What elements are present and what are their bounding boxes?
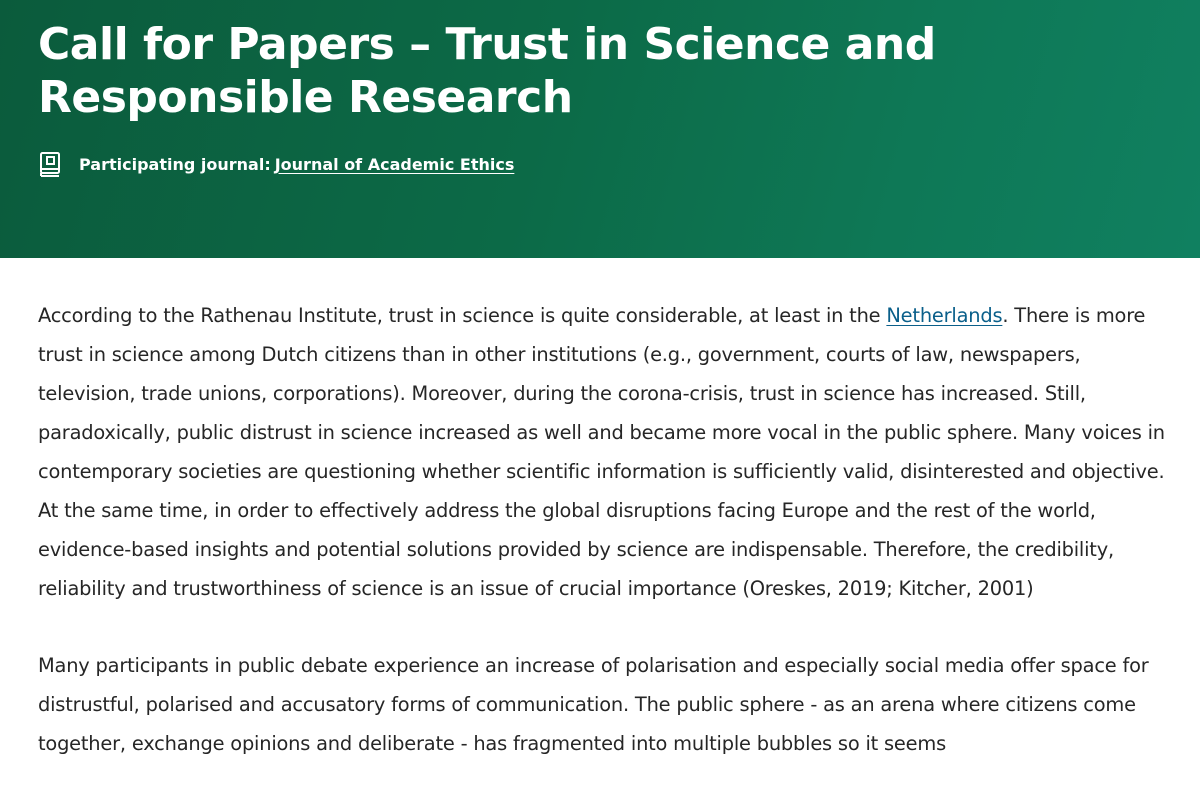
netherlands-link[interactable]: Netherlands [886,304,1003,327]
paragraph-polarisation: Many participants in public debate experience an increase of polarisation and especially social media offer space for distrustful, polarised and accusatory forms of communication. The public sphere - as an arena where citizens come together, exchange opinions and deliberate - has fragmented into multiple bubbles so it seems [38,654,1149,755]
paragraph-intro-text-end: . There is more trust in science among Dutch citizens than in other institutions (e.g., government, courts of law, newspapers, television, trade unions, corporations). Moreover, during the corona-crisis, trust in science has increased. Still, paradoxically, public distrust in science increased as well and became more vocal in the public sphere. Many voices in contemporary societies are questioning whether scientific information is sufficiently valid, disinterested and objective. At the same time, in order to effectively address the global disruptions facing Europe and the rest of the world, evidence-based insights and potential solutions provided by science are indispensable. Therefore, the credibility, reliability and trustworthiness of science is an issue of crucial importance (Oreskes, 2019; Kitcher, 2001) [38,304,1165,600]
article-body [38,296,1168,801]
paragraph-intro-text-start: According to the Rathenau Institute, trust in science is quite considerable, at least in the [38,304,887,327]
book-icon [38,151,62,177]
paragraph-intro [38,296,1168,608]
participating-journal [38,151,514,177]
page-title: Call for Papers – Trust in Science and Responsible Research [38,19,936,123]
page-header [0,0,1200,258]
journal-prefix-label: Participating journal: [79,154,271,174]
journal-link[interactable]: Journal of Academic Ethics [274,154,515,174]
